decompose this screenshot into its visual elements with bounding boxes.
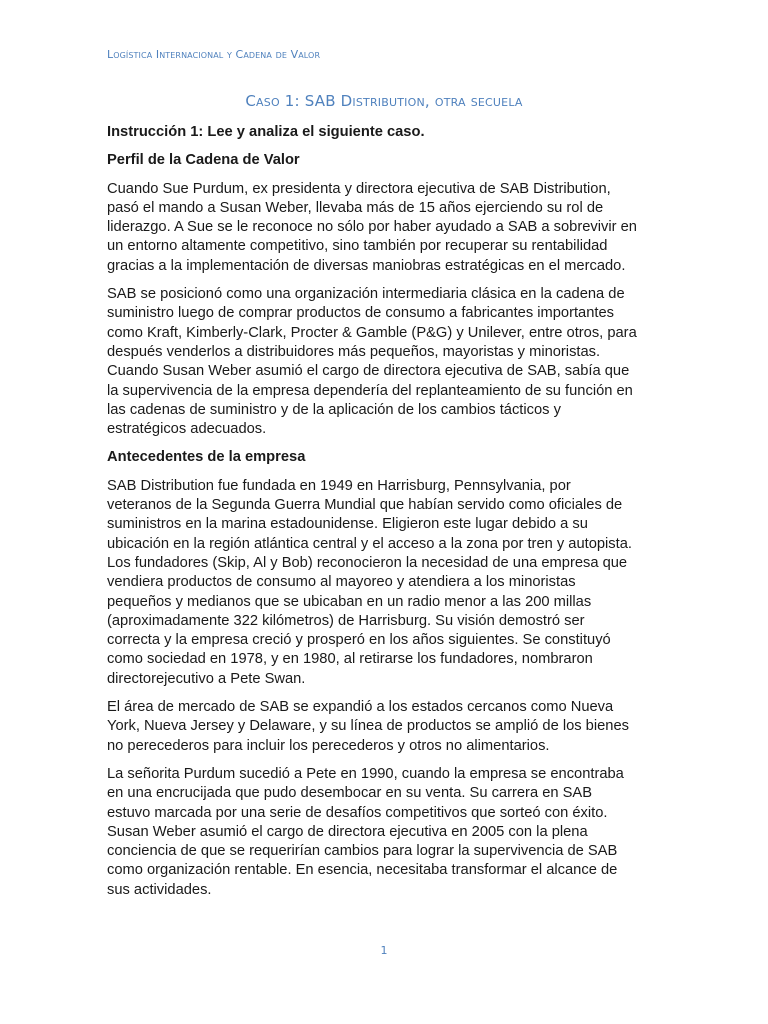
instruction-line: Instrucción 1: Lee y analiza el siguiente caso. xyxy=(107,124,425,140)
paragraph: SAB se posicionó como una organización intermediaria clásica en la cadena de suministro luego de comprar productos de consumo a fabricantes importantes como Kraft, Kimberly-Clark, Procter & Gamble (P&G) y Unilever, entre otros, para después venderlos a distribuidores más pequeños, mayoristas y minoristas. Cuando Susan Weber asumió el cargo de directora ejecutiva de SAB, sabía que la supervivencia de la empresa dependería del replanteamiento de su función en las cadenas de suministro y de la aplicación de los cambios tácticos y estratégicos adecuados. xyxy=(107,286,637,438)
section-heading-perfil: Perfil de la Cadena de Valor xyxy=(107,152,300,169)
section-heading-antecedentes: Antecedentes de la empresa xyxy=(107,449,306,466)
running-header: Logística Internacional y Cadena de Valor xyxy=(107,48,321,61)
paragraph: SAB Distribution fue fundada en 1949 en Harrisburg, Pennsylvania, por veteranos de la Segunda Guerra Mundial que habían servido como oficiales de suministros en la marina estadounidense. Eligieron este lugar debido a su ubicación en la región atlántica central y el acceso a la zona por tren y autopista. Los fundadores (Skip, Al y Bob) reconocieron la necesidad de una empresa que vendiera productos de consumo al mayoreo y atendiera a los minoristas pequeños y medianos que se ubicaban en un radio menor a las 200 millas (aproximadamente 322 kilómetros) de Harrisburg. Su visión demostró ser correcta y la empresa creció y prosperó en los años siguientes. Se constituyó como sociedad en 1978, y en 1980, al retirarse los fundadores, nombraron directorejecutivo a Pete Swan. xyxy=(107,477,632,687)
document-body xyxy=(107,123,637,909)
paragraph: La señorita Purdum sucedió a Pete en 1990, cuando la empresa se encontraba en una encrucijada que pudo desembocar en su venta. Su carrera en SAB estuvo marcada por una serie de desafíos competitivos que sorteó con éxito. Susan Weber asumió el cargo de directora ejecutiva en 2005 con la plena conciencia de que se requerirían cambios para lograr la supervivencia de SAB como organización rentable. En esencia, necesitaba transformar el alcance de sus actividades. xyxy=(107,765,624,898)
page-number: 1 xyxy=(380,944,388,957)
paragraph: El área de mercado de SAB se expandió a los estados cercanos como Nueva York, Nueva Jersey y Delaware, y su línea de productos se amplió de los bienes no perecederos para incluir los perecederos y otros no alimentarios. xyxy=(107,699,629,754)
document-title: Caso 1: SAB Distribution, otra secuela xyxy=(245,92,523,110)
paragraph: Cuando Sue Purdum, ex presidenta y directora ejecutiva de SAB Distribution, pasó el mando a Susan Weber, llevaba más de 15 años ejerciendo su rol de liderazgo. A Sue se le reconoce no sólo por haber ayudado a SAB a sobrevivir en un entorno altamente competitivo, sino también por recuperar su rentabilidad gracias a la implementación de diversas maniobras estratégicas en el mercado. xyxy=(107,180,637,274)
